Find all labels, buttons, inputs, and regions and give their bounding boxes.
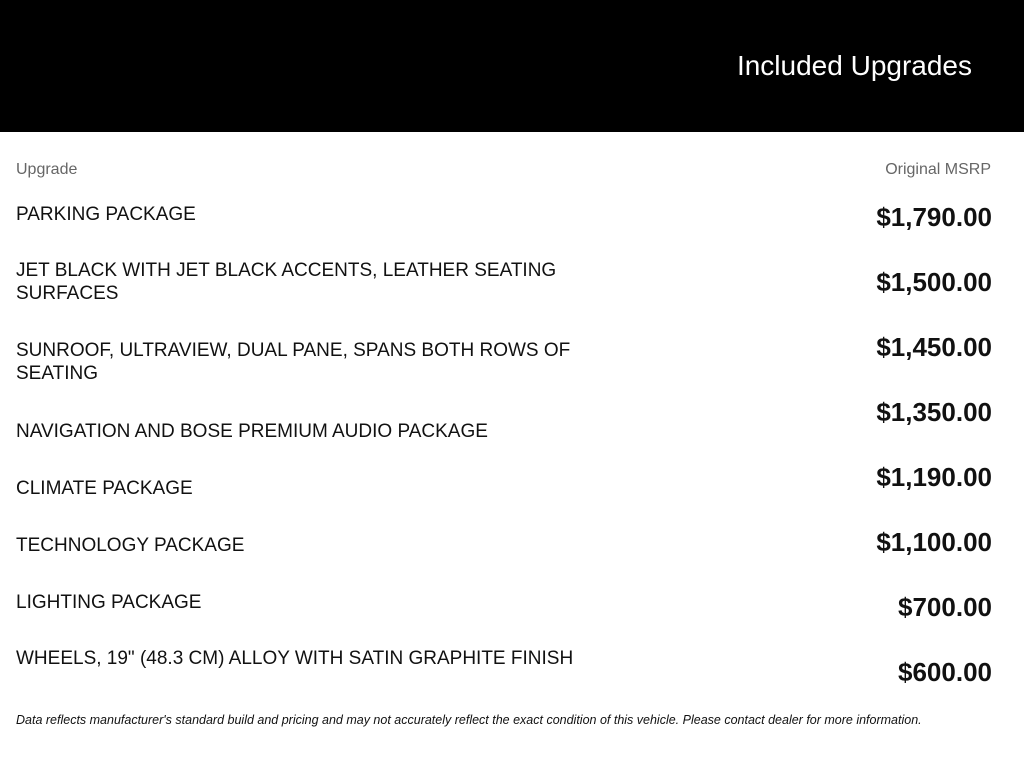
upgrade-price: $1,450.00	[876, 332, 992, 362]
upgrade-price: $1,790.00	[876, 202, 992, 232]
upgrade-name: TECHNOLOGY PACKAGE	[16, 535, 245, 556]
upgrade-name: CLIMATE PACKAGE	[16, 478, 193, 499]
column-header-upgrade: Upgrade	[16, 161, 78, 178]
upgrade-price: $1,190.00	[876, 462, 992, 492]
upgrade-name: WHEELS, 19" (48.3 CM) ALLOY WITH SATIN GRAPHITE FINISH	[16, 648, 574, 669]
upgrade-price: $600.00	[898, 657, 992, 687]
column-header-msrp: Original MSRP	[885, 161, 991, 178]
disclaimer-text: Data reflects manufacturer's standard build and pricing and may not accurately reflect the exact condition of this vehicle. Please contact dealer for more information.	[16, 713, 922, 727]
upgrade-price: $1,350.00	[876, 397, 992, 427]
upgrade-name: SUNROOF, ULTRAVIEW, DUAL PANE, SPANS BOTH ROWS OF SEATING	[16, 340, 571, 384]
upgrade-price: $1,500.00	[876, 267, 992, 297]
upgrade-name: LIGHTING PACKAGE	[16, 592, 202, 613]
upgrade-name: PARKING PACKAGE	[16, 204, 196, 225]
upgrade-price: $1,100.00	[876, 527, 992, 557]
page-title: Included Upgrades	[736, 50, 972, 81]
upgrade-name: JET BLACK WITH JET BLACK ACCENTS, LEATHER SEATING SURFACES	[16, 260, 557, 304]
header-banner	[0, 0, 1024, 132]
upgrade-price: $700.00	[898, 592, 992, 622]
upgrade-name: NAVIGATION AND BOSE PREMIUM AUDIO PACKAGE	[16, 421, 488, 442]
